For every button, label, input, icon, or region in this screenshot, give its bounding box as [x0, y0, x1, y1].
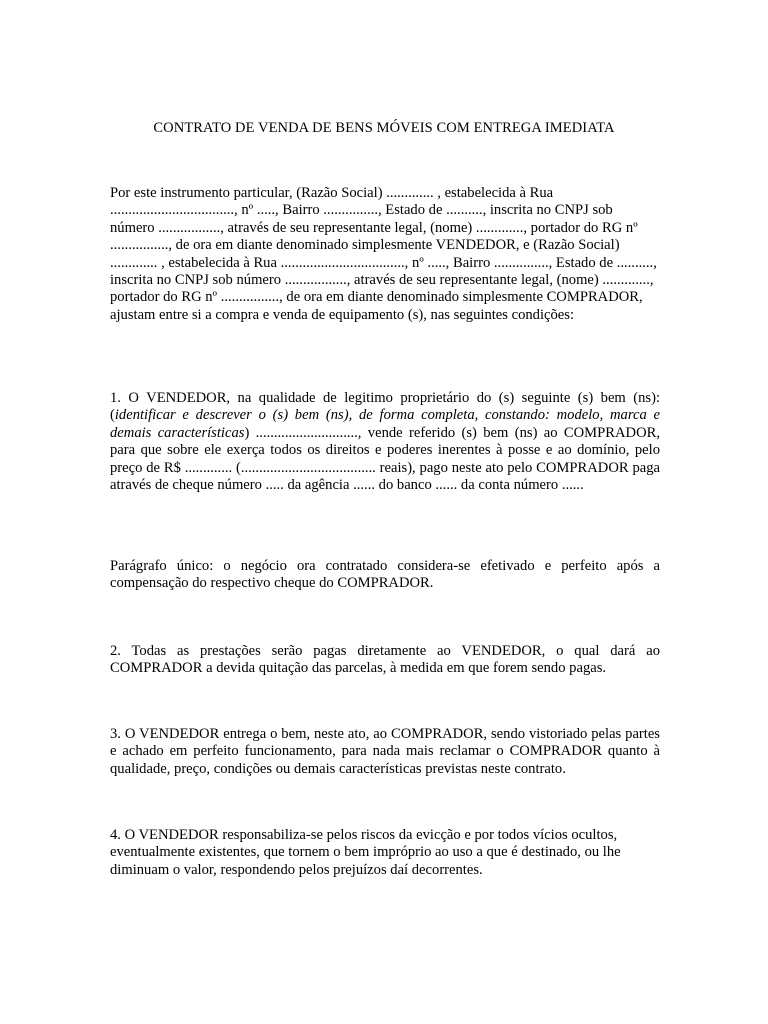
clause-1-text-start: 1. O VENDEDOR, na qualidade de legitimo proprietário do (s) seguinte (s) bem (ns): (: [110, 390, 660, 424]
clause-1-text-end: ) ............................, vende referido (s) bem (ns) ao COMPRADOR, para que sobre ele exerça todos os direitos e poderes inerentes à posse e ao domínio, pelo preço de R$ ............. (..................................... reais), pago neste ato pelo COMPRADOR paga através de cheque número ..... da agência ...... do banco ...... da conta número ......: [110, 424, 660, 494]
clause-1: [110, 390, 660, 494]
document-title: CONTRATO DE VENDA DE BENS MÓVEIS COM ENTREGA IMEDIATA: [153, 120, 615, 136]
paragraph-unique: Parágrafo único: o negócio ora contratado considera-se efetivado e perfeito após a compensação do respectivo cheque do COMPRADOR.: [110, 558, 660, 592]
clause-4: 4. O VENDEDOR responsabiliza-se pelos riscos da evicção e por todos vícios ocultos, eventualmente existentes, que tornem o bem impróprio ao uso a que é destinado, ou lhe diminuam o valor, respondendo pelos prejuízos daí decorrentes.: [110, 827, 621, 878]
clause-3: 3. O VENDEDOR entrega o bem, neste ato, ao COMPRADOR, sendo vistoriado pelas partes e achado em perfeito funcionamento, para nada mais reclamar o COMPRADOR quanto à qualidade, preço, condições ou demais características previstas neste contrato.: [110, 726, 660, 777]
clause-2: 2. Todas as prestações serão pagas diretamente ao VENDEDOR, o qual dará ao COMPRADOR a devida quitação das parcelas, à medida em que forem sendo pagas.: [110, 643, 660, 677]
clause-1-italic-instruction: identificar e descrever o (s) bem (ns), de forma completa, constando: modelo, marca e demais características: [110, 407, 660, 441]
intro-paragraph: Por este instrumento particular, (Razão Social) ............. , estabelecida à Rua .................................., nº ....., Bairro ..............., Estado de .........., inscrita no CNPJ sob número ................., através de seu representante legal, (nome) ............., portador do RG nº ................, de ora em diante denominado simplesmente VENDEDOR, e (Razão Social) ............. , estabelecida à Rua .................................., nº ....., Bairro ..............., Estado de .........., inscrita no CNPJ sob número ................., através de seu representante legal, (nome) ............., portador do RG nº ................, de ora em diante denominado simplesmente COMPRADOR, ajustam entre si a compra e venda de equipamento (s), nas seguintes condições:: [110, 185, 657, 323]
